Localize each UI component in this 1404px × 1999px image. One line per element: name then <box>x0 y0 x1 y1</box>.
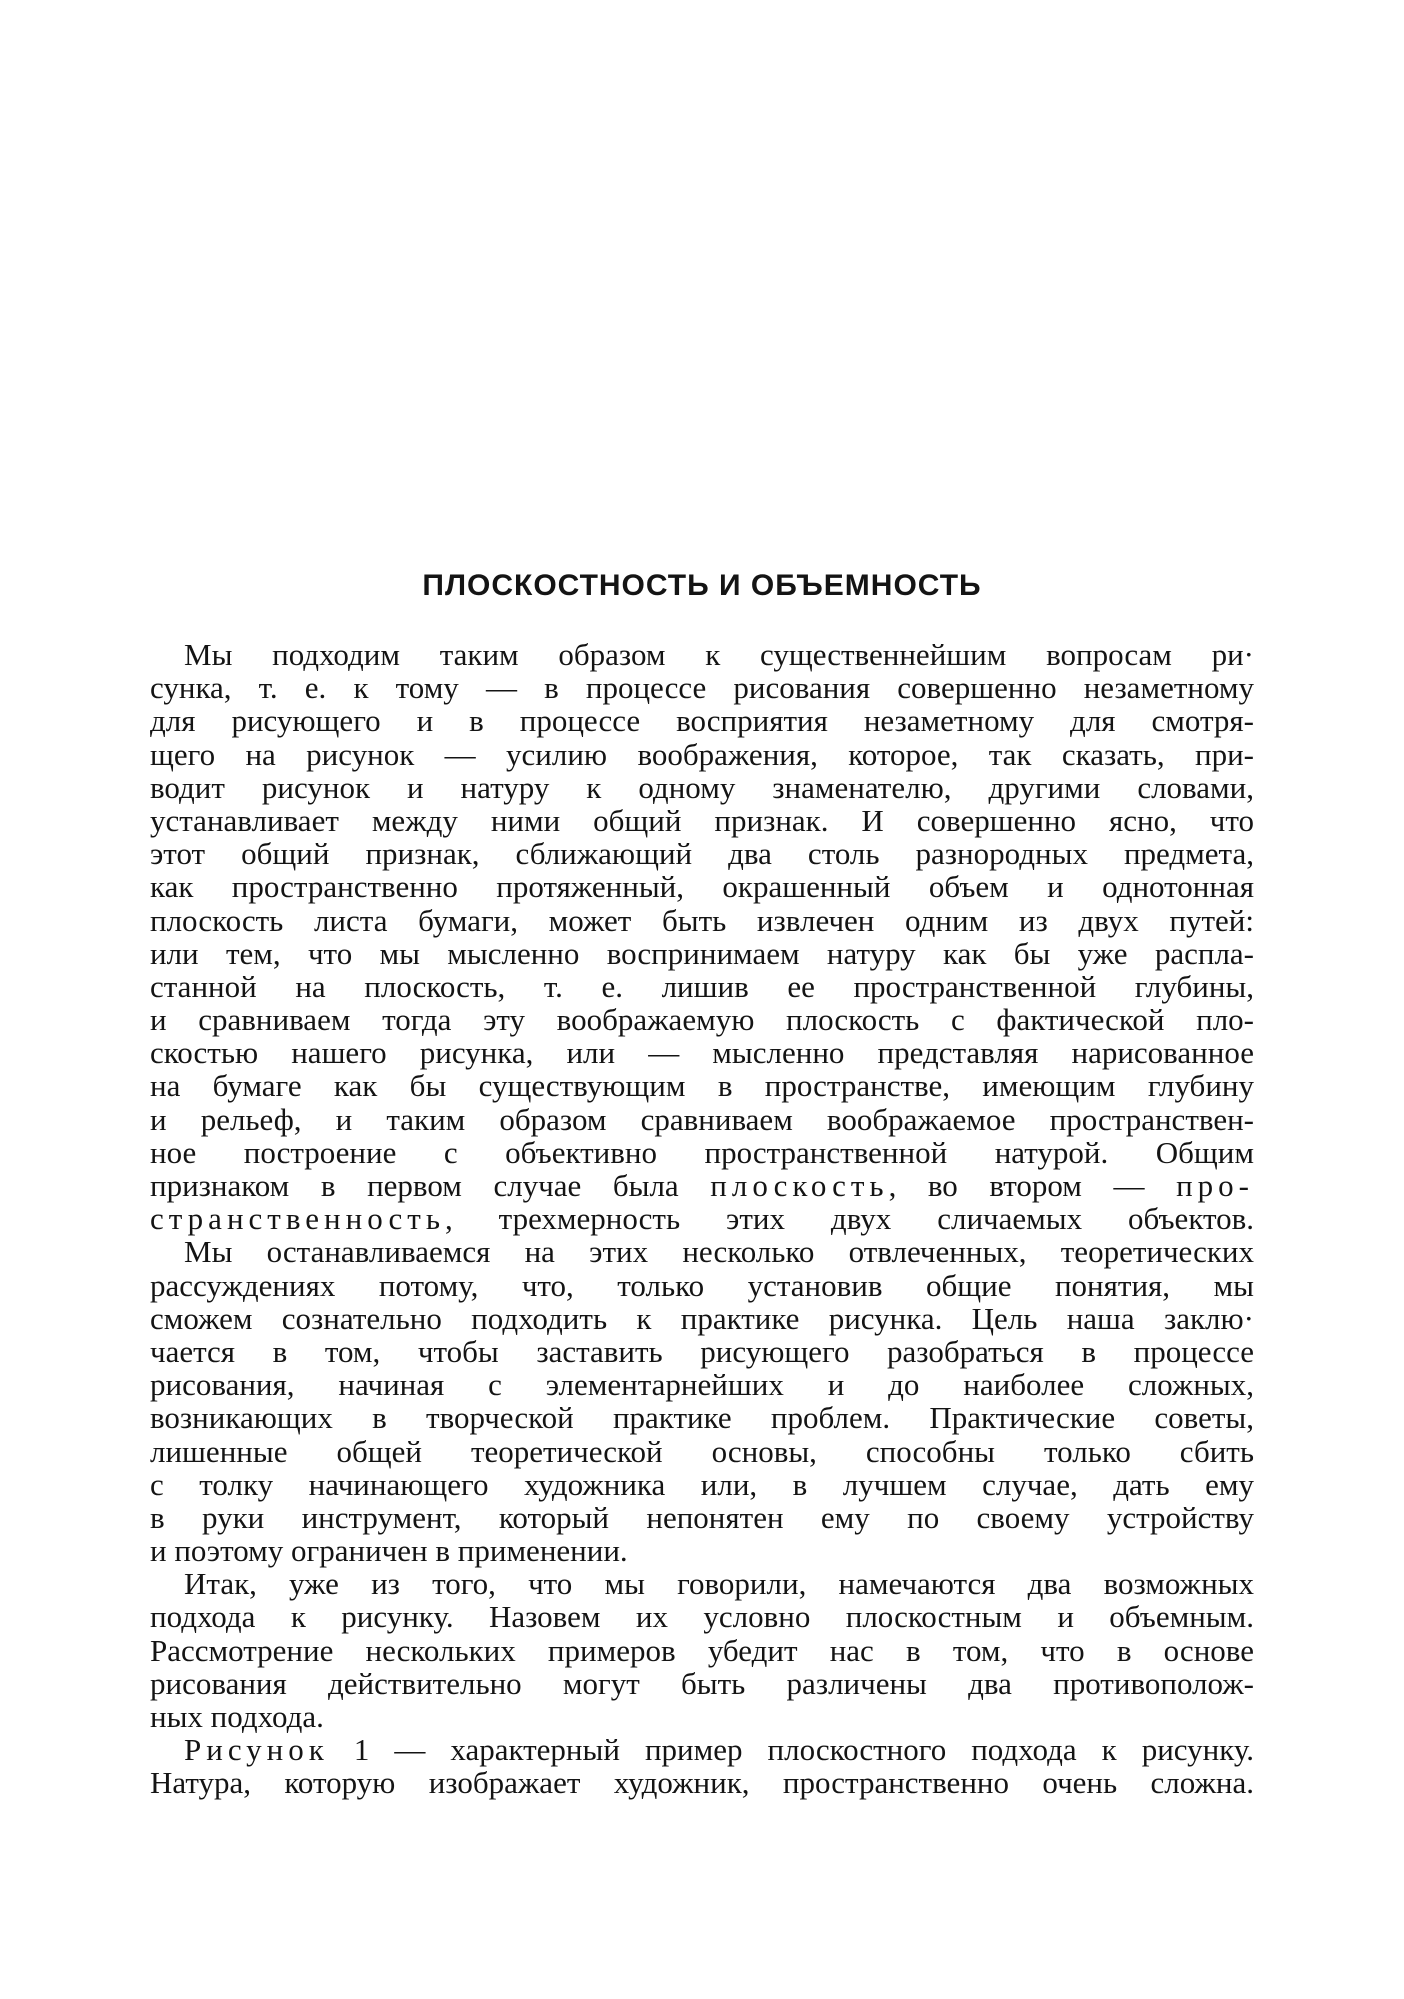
text-line: Рассмотрение нескольких примеров убедит нас в том, что в основе <box>150 1632 1254 1668</box>
text-line: или тем, что мы мысленно воспринимаем натуру как бы уже распла- <box>150 935 1254 971</box>
text-line: и рельеф, и таким образом сравниваем воображаемое пространствен- <box>150 1101 1254 1137</box>
text-line: с толку начинающего художника или, в лучшем случае, дать ему <box>150 1466 1254 1502</box>
text-line: возникающих в творческой практике проблем. Практические советы, <box>150 1400 1254 1436</box>
text-line: устанавливает между ними общий признак. И совершенно ясно, что <box>150 802 1254 838</box>
text-line: щего на рисунок — усилию воображения, которое, так сказать, при- <box>150 736 1254 772</box>
body-text <box>150 638 1254 1800</box>
text-line: водит рисунок и натуру к одному знаменателю, другими словами, <box>150 769 1254 805</box>
text-line: рассуждениях потому, что, только установив общие понятия, мы <box>150 1267 1254 1303</box>
paragraph-3 <box>150 1567 1254 1733</box>
emphasis-word: странственность <box>150 1201 445 1237</box>
text-line: рисования действительно могут быть различены два противополож- <box>150 1665 1254 1701</box>
text-segment: , трехмерность этих двух сличаемых объектов. <box>444 1201 1254 1237</box>
text-segment: , во втором — <box>888 1168 1177 1203</box>
text-line: сунка, т. е. к тому — в процессе рисования совершенно незаметному <box>150 670 1254 706</box>
text-line: чается в том, чтобы заставить рисующего разобраться в процессе <box>150 1333 1254 1369</box>
text-line: этот общий признак, сближающий два столь разнородных предмета, <box>150 836 1254 872</box>
text-line: станной на плоскость, т. е. лишив ее пространственной глубины, <box>150 968 1254 1004</box>
text-segment: признаком в первом случае была <box>150 1168 711 1203</box>
text-line: ное построение с объективно пространственной натурой. Общим <box>150 1134 1254 1170</box>
text-line: и поэтому ограничен в применении. <box>150 1533 628 1569</box>
text-line: подхода к рисунку. Назовем их условно плоскостным и объемным. <box>150 1599 1254 1635</box>
text-line: Мы останавливаемся на этих несколько отвлеченных, теоретических <box>184 1234 1254 1270</box>
text-line: ных подхода. <box>150 1699 324 1734</box>
text-line: на бумаге как бы существующим в пространстве, имеющим глубину <box>150 1068 1254 1104</box>
text-line: Мы подходим таким образом к существеннейшим вопросам ри· <box>184 637 1254 672</box>
paragraph-1 <box>150 638 1254 1235</box>
paragraph-2 <box>150 1235 1254 1567</box>
text-line: лишенные общей теоретической основы, способны только сбить <box>150 1433 1254 1469</box>
text-line: рисования, начиная с элементарнейших и до наиболее сложных, <box>150 1367 1254 1403</box>
text-line <box>150 1169 1254 1202</box>
text-line: и сравниваем тогда эту воображаемую плоскость с фактической пло- <box>150 1002 1254 1038</box>
text-line <box>150 1733 1254 1766</box>
text-line: скостью нашего рисунка, или — мысленно представляя нарисованное <box>150 1035 1254 1071</box>
text-line: Итак, уже из того, что мы говорили, намечаются два возможных <box>184 1566 1254 1602</box>
text-segment: 1 — характерный пример плоскостного подхода к рисунку. <box>328 1732 1254 1768</box>
text-line <box>150 1202 1254 1235</box>
emphasis-word: про- <box>1176 1168 1254 1203</box>
emphasis-word: плоскость <box>710 1168 889 1203</box>
text-line: Натура, которую изображает художник, пространственно очень сложна. <box>150 1765 1254 1801</box>
text-line: как пространственно протяженный, окрашенный объем и однотонная <box>150 869 1254 905</box>
text-line: сможем сознательно подходить к практике рисунка. Цель наша заклю· <box>150 1300 1254 1336</box>
section-title: ПЛОСКОСТНОСТЬ И ОБЪЕМНОСТЬ <box>422 569 982 602</box>
text-line: для рисующего и в процессе восприятия незаметному для смотря- <box>150 703 1254 739</box>
text-line: в руки инструмент, который непонятен ему по своему устройству <box>150 1499 1254 1535</box>
emphasis-word: Рисунок <box>184 1732 329 1768</box>
paragraph-4 <box>150 1733 1254 1799</box>
text-line: плоскость листа бумаги, может быть извлечен одним из двух путей: <box>150 902 1254 938</box>
